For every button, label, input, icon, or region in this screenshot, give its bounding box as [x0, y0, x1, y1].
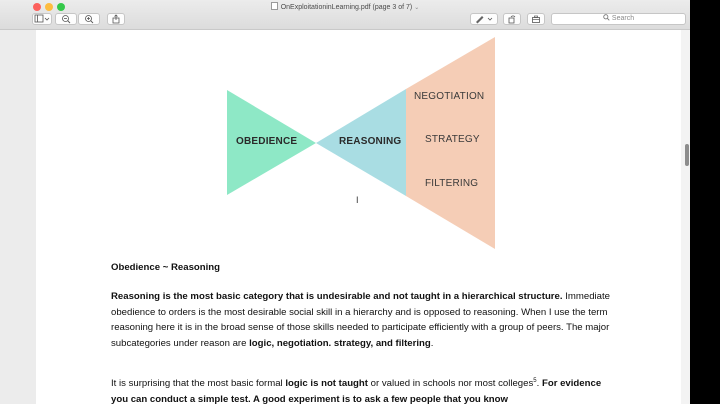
- obedience-reasoning-diagram: [227, 37, 495, 249]
- markup-button[interactable]: [470, 13, 498, 25]
- pdf-document-icon: [271, 2, 278, 10]
- zoom-in-icon: [84, 14, 94, 24]
- reasoning-label: REASONING: [339, 136, 402, 147]
- p2-text-b: or valued in schools nor most colleges: [367, 378, 534, 390]
- zoom-out-icon: [61, 14, 71, 24]
- zoom-out-button[interactable]: [55, 13, 77, 25]
- rotate-button[interactable]: [503, 13, 521, 25]
- toolbox-button[interactable]: [527, 13, 545, 25]
- section-heading-text: Obedience ~ Reasoning: [111, 262, 221, 273]
- strategy-label: STRATEGY: [425, 134, 480, 145]
- p1-bold-lead: Reasoning is the most basic category that is undesirable and not taught in a hierarchical structure.: [111, 291, 563, 302]
- p2-bold-logic: logic is not taught: [285, 378, 368, 390]
- p2-bold-evidence: For evidence you can conduct a simple test. A good experiment is to ask a few people that you know: [111, 378, 602, 404]
- window-edge-background: [690, 0, 720, 404]
- toolbox-icon: [531, 14, 541, 24]
- sidebar-icon: [34, 14, 50, 23]
- title-chevron-icon[interactable]: ⌄: [414, 5, 420, 11]
- pen-icon: [473, 14, 495, 24]
- p2-text-c: .: [536, 378, 542, 390]
- rotate-icon: [507, 14, 517, 24]
- search-icon: [603, 14, 610, 21]
- window-title-text: OnExploitationinLearning.pdf (page 3 of 7): [280, 4, 413, 11]
- paragraph-1: [111, 289, 611, 351]
- p1-bold-subcategories: logic, negotiation. strategy, and filtering: [249, 337, 431, 349]
- zoom-in-button[interactable]: [78, 13, 100, 25]
- p1-end: .: [430, 337, 434, 349]
- section-heading: [111, 260, 611, 276]
- p2-text-a: It is surprising that the most basic formal: [111, 378, 286, 390]
- paragraph-2: [111, 374, 611, 404]
- scrollbar-track[interactable]: [681, 30, 690, 404]
- scrollbar-thumb[interactable]: [685, 144, 689, 166]
- share-button[interactable]: [107, 13, 125, 25]
- filtering-label: FILTERING: [425, 178, 479, 189]
- sidebar-toggle-button[interactable]: [32, 13, 52, 25]
- text-cursor-icon: I: [356, 195, 359, 205]
- search-field[interactable]: [551, 13, 686, 25]
- search-placeholder: Search: [611, 15, 635, 22]
- share-icon: [111, 14, 121, 24]
- obedience-label: OBEDIENCE: [236, 136, 298, 147]
- negotiation-label: NEGOTIATION: [414, 91, 485, 102]
- footnote-marker[interactable]: 5: [533, 378, 537, 384]
- window-title: [0, 2, 690, 11]
- p1-text: Immediate obedience to orders is the most desirable social skill in a hierarchy and is opposed to reasoning. When I use the term reasoning here it is in the broad sense of those skills needed to participate efficiently with a group of peers. The major subcategories under reason are: [111, 291, 611, 349]
- title-bar: [0, 0, 690, 30]
